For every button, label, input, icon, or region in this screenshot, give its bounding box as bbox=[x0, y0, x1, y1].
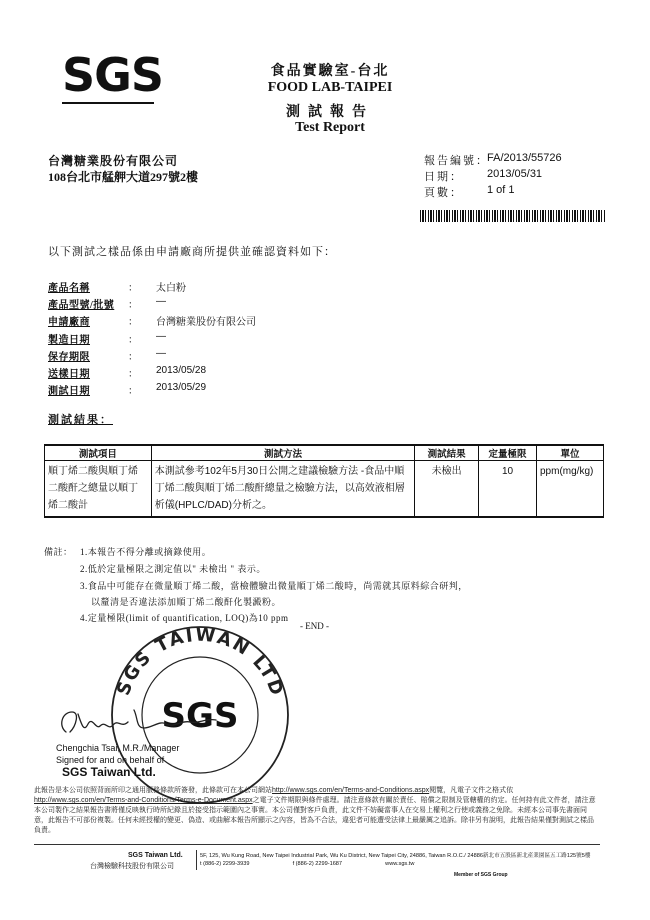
table-row bbox=[45, 461, 604, 518]
report-title-cn: 測試報告 bbox=[286, 105, 374, 120]
svg-text:SGS TAIWAN LTD bbox=[113, 624, 288, 699]
field-value-applicant: 台灣糖業股份有限公司 bbox=[156, 317, 256, 328]
cell-test-item: 順丁烯二酸與順丁烯二酸酐之總量以順丁烯二酸計 bbox=[45, 461, 152, 518]
stamp-ring-text: SGS TAIWAN LTD bbox=[112, 624, 288, 700]
report-date-label: 日期： bbox=[424, 171, 463, 183]
footer-website[interactable]: www.sgs.tw bbox=[385, 861, 415, 867]
sgs-logo bbox=[62, 48, 164, 110]
field-colon: ： bbox=[128, 352, 138, 363]
cell-result: 未檢出 bbox=[415, 461, 479, 518]
lab-name-cn: 食品實驗室-台北 bbox=[270, 64, 390, 79]
cell-test-method: 本測試參考102年5月30日公開之建議檢驗方法 -食品中順丁烯二酸與順丁烯二酸酐總量之檢驗方法，以高效液相層析儀(HPLC/DAD)分析之。 bbox=[151, 461, 414, 518]
page-count-label: 頁數： bbox=[424, 187, 463, 199]
field-value-shelf-life: — bbox=[156, 348, 166, 359]
terms-link[interactable]: http://www.sgs.com/en/Terms-and-Conditions.aspx bbox=[272, 787, 430, 794]
handwritten-signature bbox=[56, 702, 226, 746]
intro-statement: 以下測試之樣品係由申請廠商所提供並確認資料如下： bbox=[48, 246, 336, 258]
note-item: 4.定量極限(limit of quantification, LOQ)為10 ppm bbox=[80, 613, 289, 623]
column-header-test-item: 測試項目 bbox=[45, 445, 152, 461]
column-header-result: 測試結果 bbox=[415, 445, 479, 461]
field-colon: ： bbox=[128, 386, 138, 397]
field-value-test-date: 2013/05/29 bbox=[156, 382, 207, 393]
note-item: 以釐清是否違法添加順丁烯二酸酐化製澱粉。 bbox=[91, 597, 282, 607]
notes-label: 備註： bbox=[44, 547, 73, 557]
field-label-applicant: 申請廠商 bbox=[48, 317, 90, 328]
footer-disclaimer bbox=[34, 786, 600, 836]
column-header-loq: 定量極限 bbox=[479, 445, 537, 461]
lab-name-en: FOOD LAB-TAIPEI bbox=[267, 80, 393, 95]
signed-for-label: Signed for and on behalf of bbox=[56, 755, 165, 765]
signing-company: SGS Taiwan Ltd. bbox=[62, 765, 156, 779]
report-number-value: FA/2013/55726 bbox=[487, 152, 562, 164]
report-title-en: Test Report bbox=[295, 120, 365, 135]
cell-unit: ppm(mg/kg) bbox=[536, 461, 603, 518]
footer-separator bbox=[196, 850, 197, 870]
column-header-unit: 單位 bbox=[536, 445, 603, 461]
field-value-model-batch: — bbox=[156, 296, 166, 307]
footer-company-en: SGS Taiwan Ltd. bbox=[128, 852, 183, 859]
field-label-manufacture-date: 製造日期 bbox=[48, 335, 90, 346]
field-label-shelf-life: 保存期限 bbox=[48, 352, 90, 363]
results-table bbox=[44, 444, 604, 518]
logo-underline bbox=[62, 102, 154, 104]
field-colon: ： bbox=[128, 283, 138, 294]
footer-phone: t (886-2) 2299-3939 bbox=[200, 861, 250, 867]
footer-fax: f (886-2) 2299-1687 bbox=[292, 861, 343, 867]
footer-divider bbox=[34, 844, 600, 845]
field-label-test-date: 測試日期 bbox=[48, 386, 90, 397]
client-company-address: 108台北市艋舺大道297號2樓 bbox=[48, 170, 199, 184]
field-colon: ： bbox=[128, 335, 138, 346]
field-label-product-name: 產品名稱 bbox=[48, 283, 90, 294]
table-header-row bbox=[45, 445, 604, 461]
end-marker: - END - bbox=[300, 621, 329, 631]
report-date-value: 2013/05/31 bbox=[487, 168, 543, 180]
field-label-model-batch: 產品型號/批號 bbox=[48, 300, 115, 311]
note-item: 2.低於定量極限之測定值以" 未檢出 " 表示。 bbox=[80, 564, 266, 574]
field-label-receipt-date: 送樣日期 bbox=[48, 369, 90, 380]
footer-company-cn: 台灣檢驗科技股份有限公司 bbox=[90, 863, 174, 870]
field-colon: ： bbox=[128, 369, 138, 380]
cell-loq: 10 bbox=[479, 461, 537, 518]
field-colon: ： bbox=[128, 317, 138, 328]
footer-member-label: Member of SGS Group bbox=[454, 872, 508, 878]
disclaimer-text: 之電子文件期限與條件處理。請注意條款有關於責任、賠償之限制及管轄權的約定。任何持有此文件者，請注意本公司製作之結果報告書將僅反映執行時所紀錄且於接受指示範圍內之事實。本公司僅對客戶負責，此文件不妨礙當事人在交易上權利之行使或義務之免除。未經本公司事先書面同意，此報告不可部份複製。任何未經授權的變更、偽造、或曲解本報告所顯示之內容，皆為不合法，違犯者可能遭受法律上最嚴厲之追訴。除非另有說明，此報告結果僅對測試之樣品負責。 bbox=[34, 797, 596, 834]
footer-address: 5F, 125, Wu Kung Road, New Taipei Industrial Park, Wu Ku District, New Taipei City, 24886, Taiwan R.O.C./ 24886新北市五股區新北產業園區五工路125號5樓 bbox=[200, 853, 591, 859]
note-item: 1.本報告不得分離或摘錄使用。 bbox=[80, 547, 212, 557]
client-company-name: 台灣糖業股份有限公司 bbox=[48, 154, 179, 168]
page-count-value: 1 of 1 bbox=[487, 184, 515, 196]
stamp-center-text: SGS bbox=[161, 696, 239, 736]
field-value-receipt-date: 2013/05/28 bbox=[156, 365, 207, 376]
test-results-heading: 測試結果： bbox=[48, 414, 113, 426]
field-value-manufacture-date: — bbox=[156, 331, 166, 342]
disclaimer-text: 閱覽，凡電子文件之格式依 bbox=[429, 787, 514, 794]
note-item: 3.食品中可能存在微量順丁烯二酸，當檢體驗出微量順丁烯二酸時，尚需就其原料綜合研判， bbox=[80, 581, 468, 591]
field-colon: ： bbox=[128, 300, 138, 311]
column-header-test-method: 測試方法 bbox=[151, 445, 414, 461]
field-value-product-name: 太白粉 bbox=[156, 283, 186, 294]
report-number-label: 報告編號： bbox=[424, 155, 489, 167]
footer-contact bbox=[200, 861, 414, 867]
disclaimer-text: 此報告是本公司依照背面所印之通用服務條款所簽發，此條款可在本公司網站 bbox=[34, 787, 272, 794]
terms-e-document-link[interactable]: http://www.sgs.com/en/Terms-and-Conditions/Terms-e-Document.aspx bbox=[34, 797, 253, 804]
barcode bbox=[420, 210, 606, 222]
logo-text: SGS bbox=[62, 48, 164, 102]
signer-name: Chengchia Tsai, M.R./Manager bbox=[56, 743, 180, 753]
